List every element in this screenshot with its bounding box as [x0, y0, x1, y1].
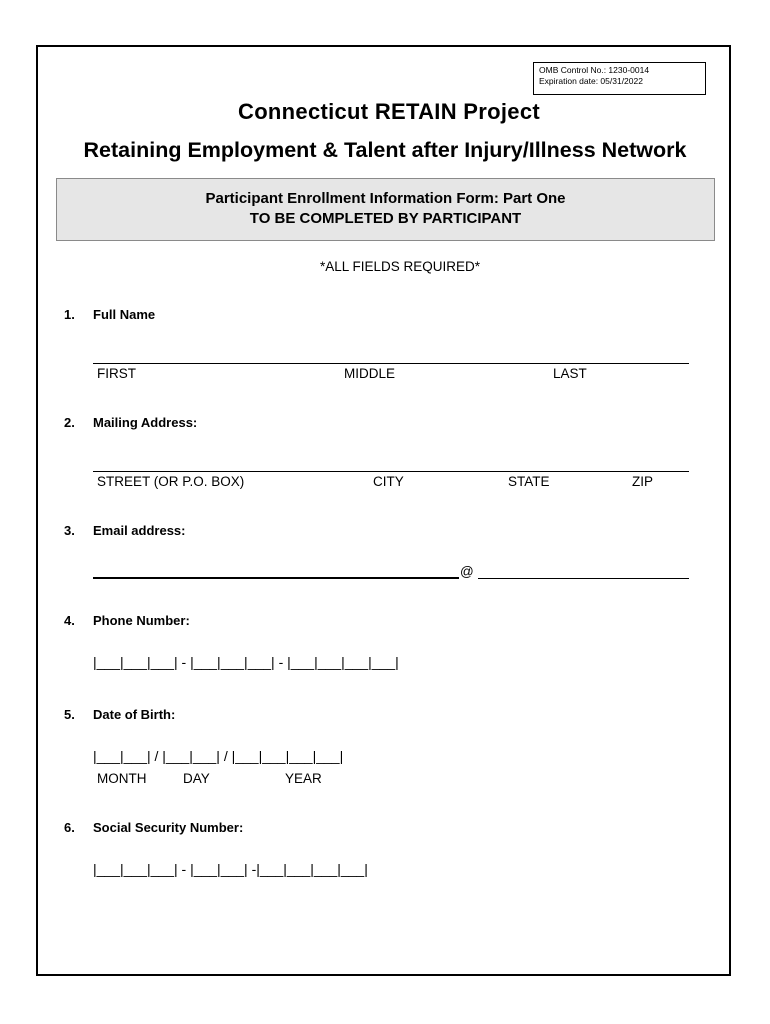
q1-label: Full Name — [93, 307, 156, 322]
banner-line-2: TO BE COMPLETED BY PARTICIPANT — [249, 210, 522, 227]
dob-day-label: DAY — [183, 771, 210, 786]
email-at-symbol: @ — [460, 564, 474, 579]
omb-expiration-date: Expiration date: 05/31/2022 — [539, 76, 643, 86]
omb-control-box — [533, 62, 706, 95]
address-city-label: CITY — [373, 474, 404, 489]
email-user-line[interactable] — [93, 577, 459, 579]
q2-label: Mailing Address: — [93, 415, 198, 430]
mailing-address-line[interactable] — [93, 471, 689, 472]
q5-number: 5. — [64, 707, 75, 722]
full-name-last-label: LAST — [553, 366, 587, 381]
q3-number: 3. — [64, 523, 75, 538]
omb-control-number: OMB Control No.: 1230-0014 — [539, 65, 650, 75]
address-street-label: STREET (OR P.O. BOX) — [97, 474, 245, 489]
date-of-birth-boxes[interactable]: |___|___| / |___|___| / |___|___|___|___| — [93, 748, 344, 764]
full-name-line[interactable] — [93, 363, 689, 364]
q6-number: 6. — [64, 820, 75, 835]
required-fields-note: *ALL FIELDS REQUIRED* — [319, 259, 481, 274]
q2-number: 2. — [64, 415, 75, 430]
dob-month-label: MONTH — [97, 771, 147, 786]
full-name-middle-label: MIDDLE — [344, 366, 396, 381]
email-domain-line[interactable] — [478, 578, 689, 579]
q6-label: Social Security Number: — [93, 820, 244, 835]
q4-label: Phone Number: — [93, 613, 190, 628]
address-zip-label: ZIP — [632, 474, 654, 489]
banner-line-1: Participant Enrollment Information Form: Part One — [205, 190, 566, 207]
q3-label: Email address: — [93, 523, 186, 538]
address-state-label: STATE — [508, 474, 550, 489]
q5-label: Date of Birth: — [93, 707, 176, 722]
q1-number: 1. — [64, 307, 75, 322]
dob-year-label: YEAR — [285, 771, 322, 786]
q4-number: 4. — [64, 613, 75, 628]
form-title: Connecticut RETAIN Project — [238, 99, 540, 124]
phone-number-boxes[interactable]: |___|___|___| - |___|___|___| - |___|___|___|___| — [93, 654, 399, 670]
form-section-banner — [56, 178, 715, 241]
ssn-boxes[interactable]: |___|___|___| - |___|___| -|___|___|___|___| — [93, 861, 368, 877]
full-name-first-label: FIRST — [97, 366, 136, 381]
form-subtitle: Retaining Employment & Talent after Injury/Illness Network — [83, 138, 687, 162]
